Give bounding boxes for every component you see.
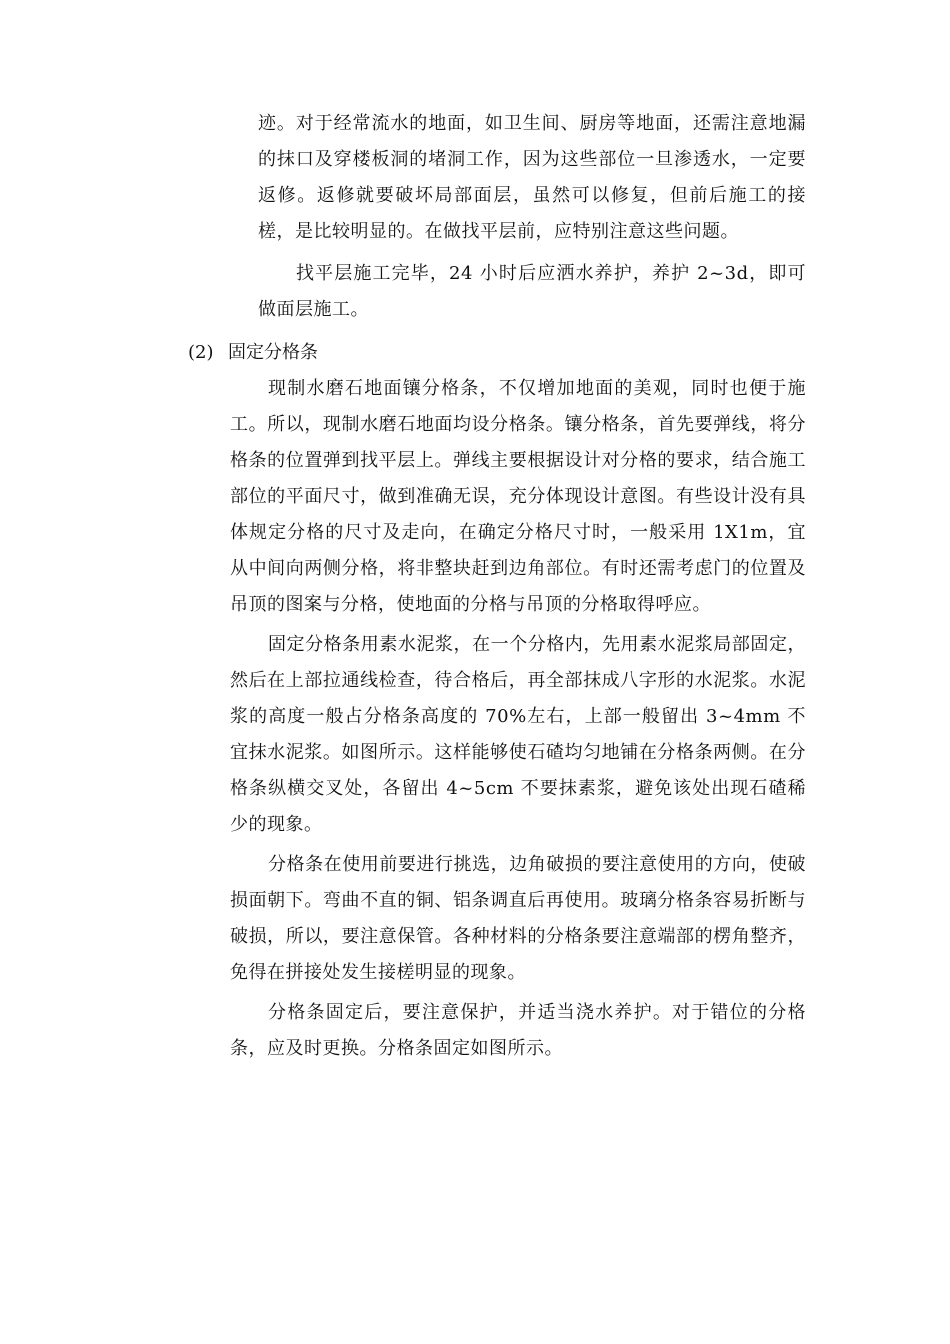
section-body: [230, 371, 806, 1071]
body-paragraph-2: 固定分格条用素水泥浆，在一个分格内，先用素水泥浆局部固定，然后在上部拉通线检查，待合格后，再全部抹成八字形的水泥浆。水泥浆的高度一般占分格条高度的 70%左右，上部一般留出 3~4mm 不宜抹水泥浆。如图所示。这样能够使石碴均匀地铺在分格条两侧。在分格条纵横交叉处，各留出 4~5cm 不要抹素浆，避免该处出现石碴稀少的现象。: [230, 634, 806, 835]
section-number: (2): [188, 342, 214, 363]
body-paragraph-4: 分格条固定后，要注意保护，并适当浇水养护。对于错位的分格条，应及时更换。分格条固定如图所示。: [230, 1002, 806, 1059]
body-paragraph-1: 现制水磨石地面镶分格条，不仅增加地面的美观，同时也便于施工。所以，现制水磨石地面均设分格条。镶分格条，首先要弹线，将分格条的位置弹到找平层上。弹线主要根据设计对分格的要求，结合施工部位的平面尺寸，做到准确无误，充分体现设计意图。有些设计没有具体规定分格的尺寸及走向，在确定分格尺寸时，一般采用 1X1m，宜从中间向两侧分格，将非整块赶到边角部位。有时还需考虑门的位置及吊顶的图案与分格，使地面的分格与吊顶的分格取得呼应。: [230, 378, 806, 615]
leveling-paragraph: 找平层施工完毕，24 小时后应洒水养护，养护 2~3d，即可做面层施工。: [258, 263, 806, 320]
body-paragraph-3: 分格条在使用前要进行挑选，边角破损的要注意使用的方向，使破损面朝下。弯曲不直的铜、铝条调直后再使用。玻璃分格条容易折断与破损，所以，要注意保管。各种材料的分格条要注意端部的楞角整齐，免得在拼接处发生接槎明显的现象。: [230, 854, 806, 983]
section-title: 固定分格条: [228, 342, 318, 363]
section-heading: [188, 335, 318, 371]
continuation-paragraph: 迹。对于经常流水的地面，如卫生间、厨房等地面，还需注意地漏的抹口及穿楼板洞的堵洞工作，因为这些部位一旦渗透水，一定要返修。返修就要破坏局部面层，虽然可以修复，但前后施工的接槎，是比较明显的。在做找平层前，应特别注意这些问题。: [258, 113, 806, 242]
